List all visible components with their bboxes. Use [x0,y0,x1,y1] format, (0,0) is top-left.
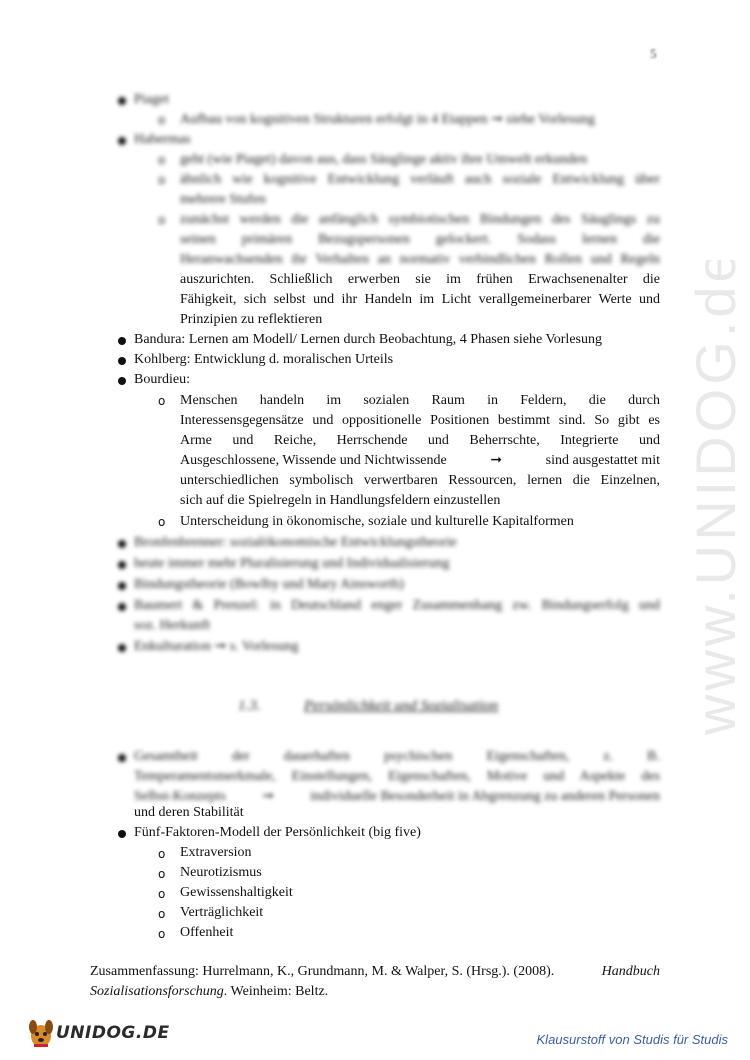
list-item: soz. Herkunft [134,618,211,633]
right-arrow-icon: ➞ [262,789,274,804]
bullet-icon [118,644,126,652]
list-item: geht (wie Piaget) davon aus, dass Säuglinge aktiv ihre Umwelt erkunden [180,152,588,167]
list-item: Piaget [134,92,169,107]
watermark-text: www.UNIDOG.de [684,260,747,735]
list-item: Bronfenbrenner: sozialökonomische Entwicklungstheorie [134,535,457,550]
bullet-icon [118,830,126,838]
logo-text: UNIDOG.DE [56,1023,170,1043]
bullet-icon [118,603,126,611]
right-arrow-icon: ➞ [490,453,503,468]
watermark [635,260,750,740]
list-item: Extraversion [180,845,252,860]
reference [90,962,660,1002]
list-item: heute immer mehr Pluralisierung und Individualisierung [134,556,450,571]
list-item: Fünf-Faktoren-Modell der Persönlichkeit (big five) [134,825,421,840]
right-arrow-icon: ➞ [491,112,503,127]
dog-logo-icon [26,1016,56,1050]
list-item: ähnlich wie kognitive Entwicklung verläuft auch soziale Entwicklung über [180,172,660,187]
list-item: mehrere Stufen [180,192,266,207]
list-item: Bourdieu: [134,372,190,387]
paragraph-line: Arme und Reiche, Herrschende und Beherrschte, Integrierte und [180,433,660,448]
list-item: Neurotizismus [180,865,262,880]
paragraph-line: Ausgeschlossene, Wissende und Nichtwissende ➞ sind ausgestattet mit [180,451,660,471]
list-item: Verträglichkeit [180,905,264,920]
circle-bullet-icon: o [158,394,166,408]
footer-tagline: Klausurstoff von Studis für Studis [536,1032,728,1047]
heading-title: Persönlichkeit und Sozialisation [304,698,499,714]
circle-bullet-icon: o [158,847,166,861]
list-item: Temperamentsmerkmale, Einstellungen, Eigenschaften, Motive und Aspekte des [134,769,660,784]
paragraph-line: Fähigkeit, sich selbst und ihr Handeln im Licht verallgemeinerbarer Werte und [180,292,660,307]
page-number: 5 [650,46,657,61]
paragraph-line: Interessensgegensätze und oppositionelle Positionen bestimmt sind. So gibt es [180,413,660,428]
bullet-icon [118,754,126,762]
paragraph-line: unterschiedlichen symbolisch verwertbaren Ressourcen, lernen die Einzelnen, [180,473,660,488]
list-item: Unterscheidung in ökonomische, soziale und kulturelle Kapitalformen [180,514,574,529]
list-item: Baumert & Prenzel: in Deutschland enger Zusammenhang zw. Bindungserfolg und [134,598,660,613]
right-arrow-icon: ➞ [214,639,227,654]
bullet-icon [118,357,126,365]
bullet-icon [118,540,126,548]
unidog-logo[interactable] [26,1016,170,1050]
circle-bullet-icon: o [158,173,166,187]
list-item: Offenheit [180,925,234,940]
list-item: Heranwachsenden ihr Verhalten an normativ verbindlichen Rollen und Regeln [180,252,660,267]
circle-bullet-icon: o [158,907,166,921]
paragraph-line: Menschen handeln im sozialen Raum in Feldern, die durch [180,393,660,408]
list-item: Enkulturation ➞ s. Vorlesung [134,639,299,654]
circle-bullet-icon: o [158,213,166,227]
bullet-icon [118,337,126,345]
heading-number: 1.3. [238,698,261,714]
paragraph-line: und deren Stabilität [134,805,244,820]
circle-bullet-icon: o [158,867,166,881]
list-item: Bandura: Lernen am Modell/ Lernen durch Beobachtung, 4 Phasen siehe Vorlesung [134,332,602,347]
bullet-icon [118,582,126,590]
paragraph-line: auszurichten. Schließlich erwerben sie im frühen Erwachsenenalter die [180,272,660,287]
circle-bullet-icon: o [158,887,166,901]
section-heading [238,696,498,716]
reference-line-2: Sozialisationsforschung. Weinheim: Beltz. [90,984,329,999]
circle-bullet-icon: o [158,113,166,127]
reference-line-1: Zusammenfassung: Hurrelmann, K., Grundmann, M. & Walper, S. (Hrsg.). (2008). Handbuch [90,964,660,979]
bullet-icon [118,561,126,569]
circle-bullet-icon: o [158,153,166,167]
paragraph-line: Prinzipien zu reflektieren [180,312,323,327]
list-item: zunächst werden die anfänglich symbiotischen Bindungen des Säuglings zu [180,212,660,227]
circle-bullet-icon: o [158,515,166,529]
list-item: Kohlberg: Entwicklung d. moralischen Urteils [134,352,394,367]
list-item: Selbst-Konzepts ➞ individuelle Besonderheit in Abgrenzung zu anderen Personen [134,787,660,807]
circle-bullet-icon: o [158,927,166,941]
list-item: Habermas [134,132,191,147]
bullet-icon [118,97,126,105]
list-item: Gewissenshaltigkeit [180,885,293,900]
bullet-icon [118,377,126,385]
list-item: Aufbau von kognitiven Strukturen erfolgt in 4 Etappen ➞ siehe Vorlesung [180,112,595,127]
bullet-icon [118,137,126,145]
list-item: Gesamtheit der dauerhaften psychischen Eigenschaften, z. B. [134,749,660,764]
list-item: Bindungstheorie (Bowlby und Mary Ainsworth) [134,577,404,592]
paragraph-line: sich auf die Spielregeln in Handlungsfeldern einzustellen [180,493,501,508]
list-item: seinen primären Bezugspersonen gelockert. Sodass lernen die [180,232,660,247]
